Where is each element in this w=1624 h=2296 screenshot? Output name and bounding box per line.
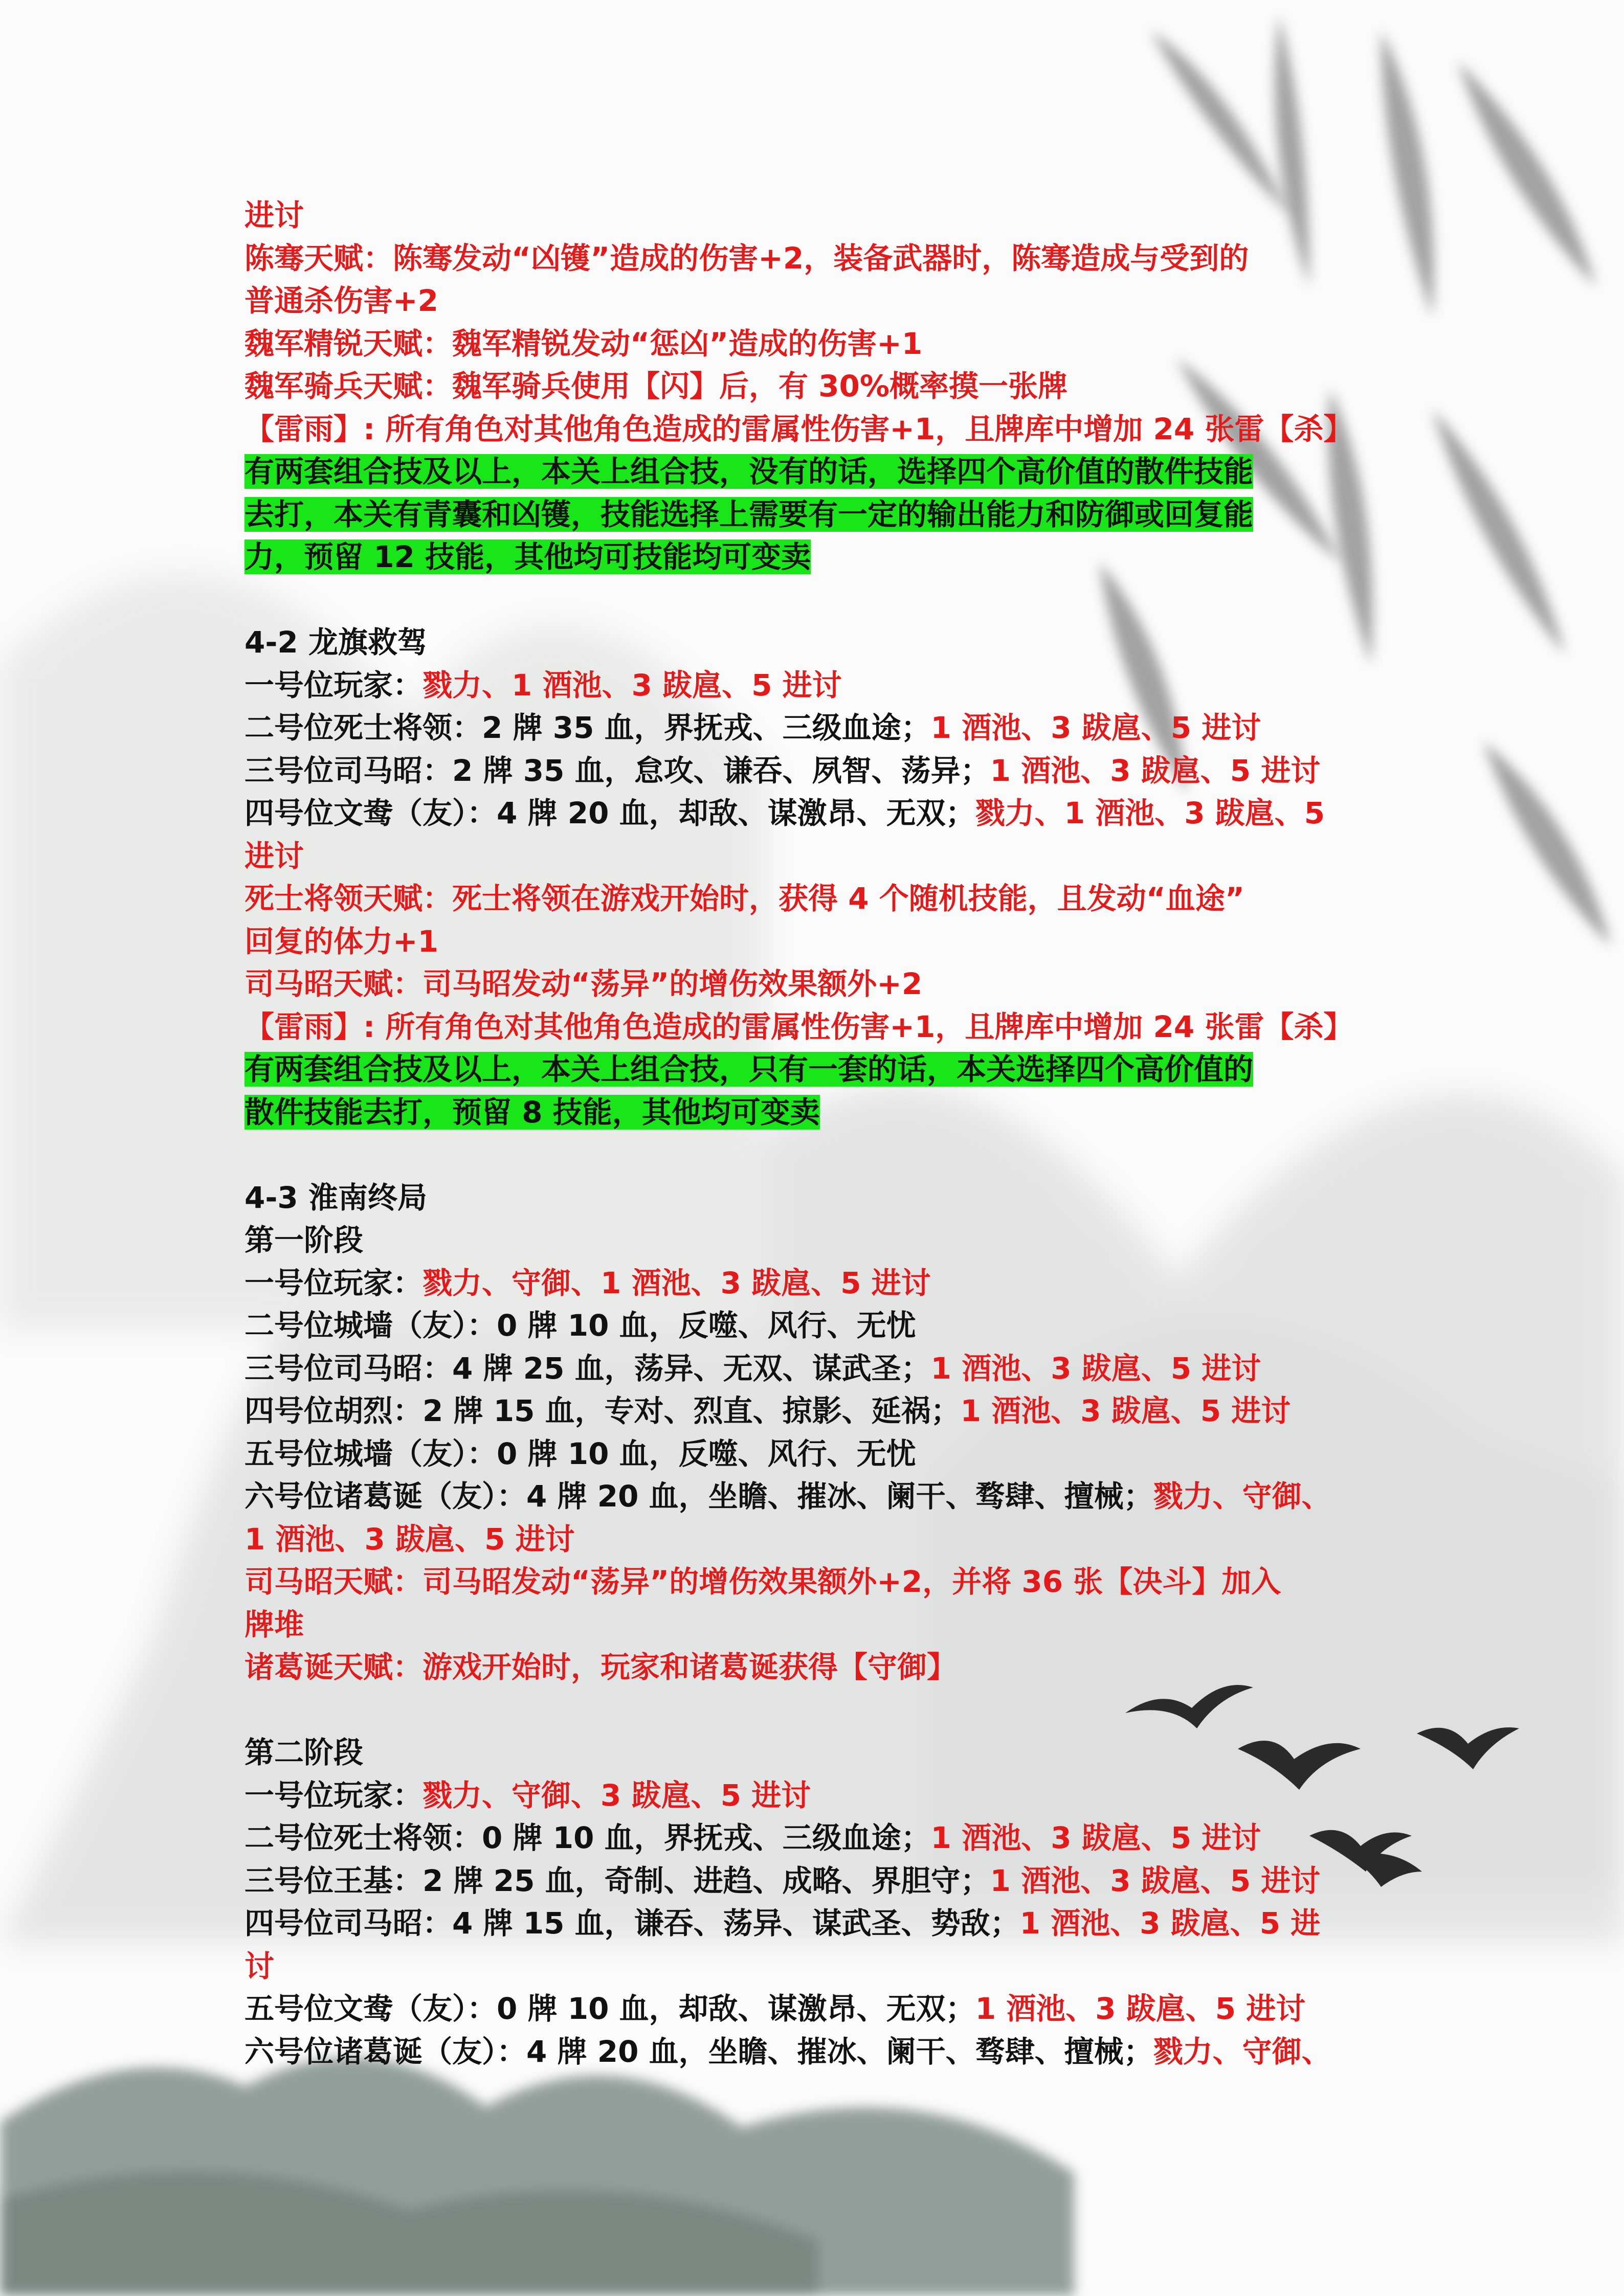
text-line [244, 493, 1390, 536]
highlighted-text: 有两套组合技及以上，本关上组合技，只有一套的话，本关选择四个高价值的 [244, 1052, 1254, 1087]
text-line [244, 707, 1390, 750]
text-line [244, 2031, 1390, 2074]
red-text: 戮力、1 酒池、3 跋扈、5 [975, 796, 1325, 830]
body-text: 二号位死士将领：0 牌 10 血，界抚戎、三级血途； [244, 1820, 931, 1855]
text-line [244, 1177, 1390, 1220]
body-text: 五号位文鸯（友）：0 牌 10 血，却敌、谋激昂、无双； [244, 1991, 975, 2026]
text-line [244, 194, 1390, 237]
text-line [244, 1219, 1390, 1262]
text-line [244, 1006, 1390, 1049]
red-text: 1 酒池、3 跋扈、5 进讨 [975, 1991, 1306, 2026]
highlighted-text: 去打，本关有青囊和凶镬，技能选择上需要有一定的输出能力和防御或回复能 [244, 497, 1254, 532]
text-line [244, 621, 1390, 664]
red-text: 1 酒池、3 跋扈、5 进讨 [990, 1863, 1321, 1898]
red-text: 魏军骑兵天赋：魏军骑兵使用【闪】后，有 30%概率摸一张牌 [244, 369, 1068, 403]
text-line [244, 1945, 1390, 1988]
highlighted-text: 力，预留 12 技能，其他均可技能均可变卖 [244, 539, 811, 574]
red-text: 戮力、守御、3 跋扈、5 进讨 [422, 1777, 811, 1813]
red-text: 1 酒池、3 跋扈、5 进 [1019, 1906, 1321, 1941]
body-text: 三号位司马昭：2 牌 35 血，怠攻、谦吞、夙智、荡异； [244, 753, 990, 788]
text-line [244, 920, 1390, 963]
body-text: 一号位玩家： [244, 667, 423, 703]
text-line [244, 1091, 1390, 1134]
text-line [244, 750, 1390, 793]
red-text: 魏军精锐天赋：魏军精锐发动“惩凶”造成的伤害+1 [244, 326, 923, 361]
text-line [244, 1646, 1390, 1689]
body-text: 三号位王基：2 牌 25 血，奇制、进趋、成略、界胆守； [244, 1863, 990, 1898]
red-text: 普通杀伤害+2 [244, 283, 438, 318]
highlighted-text: 散件技能去打，预留 8 技能，其他均可变卖 [244, 1094, 820, 1130]
body-text: 三号位司马昭：4 牌 25 血，荡异、无双、谋武圣； [244, 1350, 931, 1386]
blank-line [244, 1689, 1390, 1732]
body-text: 4-2 龙旗救驾 [244, 625, 427, 660]
text-line [244, 792, 1390, 835]
text-line [244, 1561, 1390, 1604]
text-line [244, 536, 1390, 579]
text-line [244, 1518, 1390, 1561]
text-line [244, 451, 1390, 493]
red-text: 【雷雨】: 所有角色对其他角色造成的雷属性伤害+1，且牌库中增加 24 张雷【杀】 [244, 1009, 1353, 1044]
text-line [244, 408, 1390, 451]
body-text: 四号位胡烈：2 牌 15 血，专对、烈直、掠影、延祸； [244, 1393, 961, 1428]
body-text: 二号位城墙（友）：0 牌 10 血，反噬、风行、无忧 [244, 1308, 916, 1343]
red-text: 诸葛诞天赋：游戏开始时，玩家和诸葛诞获得【守御】 [244, 1650, 957, 1684]
red-text: 牌堆 [244, 1607, 304, 1642]
red-text: 1 酒池、3 跋扈、5 进讨 [930, 710, 1261, 745]
body-text: 一号位玩家： [244, 1777, 423, 1813]
body-text: 六号位诸葛诞（友）：4 牌 20 血，坐瞻、摧冰、阑干、骛肆、擅械； [244, 2034, 1153, 2069]
text-line [244, 835, 1390, 878]
text-line [244, 237, 1390, 280]
body-text: 六号位诸葛诞（友）：4 牌 20 血，坐瞻、摧冰、阑干、骛肆、擅械； [244, 1479, 1153, 1514]
body-text: 二号位死士将领：2 牌 35 血，界抚戎、三级血途； [244, 710, 931, 745]
red-text: 司马昭天赋：司马昭发动“荡异”的增伤效果额外+2 [244, 966, 923, 1001]
blank-line [244, 579, 1390, 622]
red-text: 1 酒池、3 跋扈、5 进讨 [244, 1521, 575, 1557]
text-line [244, 1860, 1390, 1903]
body-text: 一号位玩家： [244, 1265, 423, 1300]
red-text: 1 酒池、3 跋扈、5 进讨 [960, 1393, 1291, 1428]
red-text: 司马昭天赋：司马昭发动“荡异”的增伤效果额外+2，并将 36 张【决斗】加入 [244, 1564, 1281, 1599]
blank-line [244, 1134, 1390, 1177]
red-text: 讨 [244, 1948, 275, 1984]
text-line [244, 963, 1390, 1006]
text-line [244, 1390, 1390, 1433]
red-text: 1 酒池、3 跋扈、5 进讨 [990, 753, 1321, 788]
text-line [244, 1604, 1390, 1647]
red-text: 陈骞天赋：陈骞发动“凶镬”造成的伤害+2，装备武器时，陈骞造成与受到的 [244, 240, 1249, 276]
body-text: 四号位文鸯（友）：4 牌 20 血，却敌、谋激昂、无双； [244, 796, 975, 830]
text-line [244, 877, 1390, 920]
text-line [244, 664, 1390, 707]
red-text: 戮力、守御、 [1153, 1479, 1331, 1514]
body-text: 第二阶段 [244, 1735, 364, 1770]
text-line [244, 1817, 1390, 1860]
text-line [244, 1731, 1390, 1774]
red-text: 戮力、守御、1 酒池、3 跋扈、5 进讨 [422, 1265, 931, 1300]
red-text: 戮力、守御、 [1153, 2034, 1331, 2069]
document-body [244, 194, 1390, 2073]
red-text: 死士将领天赋：死士将领在游戏开始时，获得 4 个随机技能，且发动“血途” [244, 881, 1244, 916]
text-line [244, 365, 1390, 408]
text-line [244, 1048, 1390, 1091]
red-text: 进讨 [244, 838, 304, 873]
body-text: 四号位司马昭：4 牌 15 血，谦吞、荡异、谋武圣、势敌； [244, 1906, 1020, 1941]
body-text: 4-3 淮南终局 [244, 1180, 427, 1215]
text-line [244, 1902, 1390, 1945]
red-text: 回复的体力+1 [244, 924, 438, 959]
text-line [244, 1347, 1390, 1390]
text-line [244, 1774, 1390, 1817]
red-text: 进讨 [244, 198, 304, 233]
text-line [244, 1262, 1390, 1305]
text-line [244, 323, 1390, 366]
text-line [244, 280, 1390, 323]
text-line [244, 1475, 1390, 1518]
red-text: 【雷雨】: 所有角色对其他角色造成的雷属性伤害+1，且牌库中增加 24 张雷【杀】 [244, 411, 1353, 446]
highlighted-text: 有两套组合技及以上，本关上组合技，没有的话，选择四个高价值的散件技能 [244, 454, 1254, 489]
text-line [244, 1988, 1390, 2031]
body-text: 五号位城墙（友）：0 牌 10 血，反噬、风行、无忧 [244, 1436, 916, 1471]
body-text: 第一阶段 [244, 1223, 364, 1257]
text-line [244, 1304, 1390, 1347]
text-line [244, 1433, 1390, 1476]
red-text: 戮力、1 酒池、3 跋扈、5 进讨 [422, 667, 842, 703]
red-text: 1 酒池、3 跋扈、5 进讨 [930, 1350, 1261, 1386]
red-text: 1 酒池、3 跋扈、5 进讨 [930, 1820, 1261, 1855]
